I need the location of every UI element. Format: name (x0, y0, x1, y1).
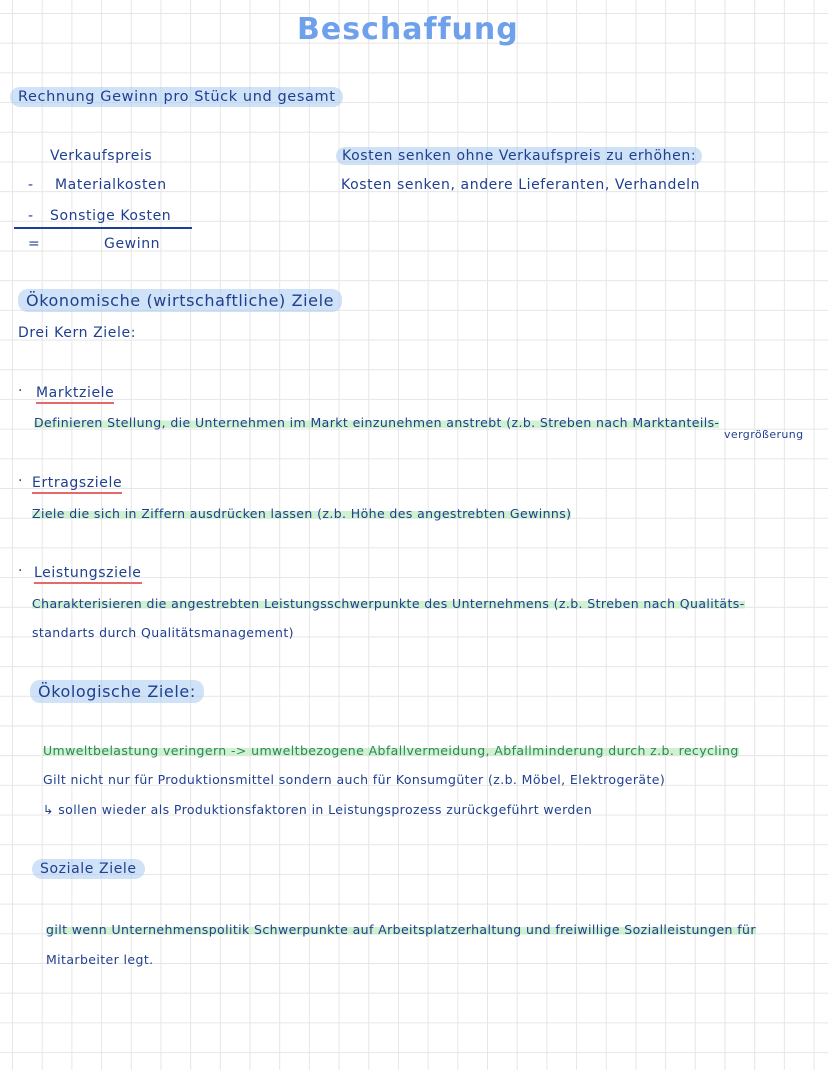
bullet-icon: · (18, 563, 24, 579)
heading-highlight: Ökonomische (wirtschaftliche) Ziele (18, 289, 342, 312)
goal-performance-text-line2: standarts durch Qualitätsmanagement) (32, 625, 294, 640)
side-note-heading (336, 148, 702, 164)
economic-goals-intro: Drei Kern Ziele: (18, 325, 137, 341)
goal-performance-title: Leistungsziele (34, 565, 142, 581)
calc-op-minus-1: - (28, 177, 34, 193)
calc-op-equals: = (28, 236, 41, 252)
economic-goals-heading (18, 291, 342, 310)
calc-op-minus-2: - (28, 208, 34, 224)
heading-highlight: Rechnung Gewinn pro Stück und gesamt (10, 87, 343, 107)
profit-section-heading (10, 89, 343, 105)
side-note-highlight: Kosten senken ohne Verkaufspreis zu erhöhen: (336, 147, 702, 165)
social-line2: Mitarbeiter legt. (46, 952, 154, 967)
goal-revenue-title: Ertragsziele (32, 475, 122, 491)
goal-market-title: Marktziele (36, 385, 114, 401)
calc-line-profit: Gewinn (104, 236, 161, 252)
ecological-line3: ↳ sollen wieder als Produktionsfaktoren in Leistungsprozess zurückgeführt werden (43, 802, 593, 817)
ecological-goals-heading (30, 682, 204, 701)
goal-performance-text-line1: Charakterisieren die angestrebten Leistungsschwerpunkte des Unternehmens (z.b. Streben nach Qualitäts- (32, 596, 745, 611)
side-note-text: Kosten senken, andere Lieferanten, Verhandeln (341, 177, 701, 193)
social-goals-heading (32, 861, 145, 877)
ecological-line2: Gilt nicht nur für Produktionsmittel sondern auch für Konsumgüter (z.b. Möbel, Elektrogeräte) (43, 772, 666, 787)
heading-highlight: Ökologische Ziele: (30, 680, 204, 703)
ecological-line1: Umweltbelastung veringern -> umweltbezogene Abfallvermeidung, Abfallminderung durch z.b. recycling (43, 743, 739, 758)
calc-sum-rule (14, 227, 192, 229)
social-line1: gilt wenn Unternehmenspolitik Schwerpunkte auf Arbeitsplatzerhaltung und freiwillige Sozialleistungen für (46, 922, 756, 937)
bullet-icon: · (18, 383, 24, 399)
goal-market-text-line2: vergrößerung (724, 428, 804, 441)
bullet-icon: · (18, 473, 24, 489)
heading-highlight: Soziale Ziele (32, 859, 145, 879)
page-title: Beschaffung (297, 12, 519, 47)
calc-line-other-costs: Sonstige Kosten (50, 208, 172, 224)
calc-line-selling-price: Verkaufspreis (50, 148, 153, 164)
goal-market-text-line1: Definieren Stellung, die Unternehmen im Markt einzunehmen anstrebt (z.b. Streben nach Marktanteils- (34, 415, 720, 430)
goal-revenue-text-line1: Ziele die sich in Ziffern ausdrücken lassen (z.b. Höhe des angestrebten Gewinns) (32, 506, 572, 521)
calc-line-material-costs: Materialkosten (55, 177, 167, 193)
